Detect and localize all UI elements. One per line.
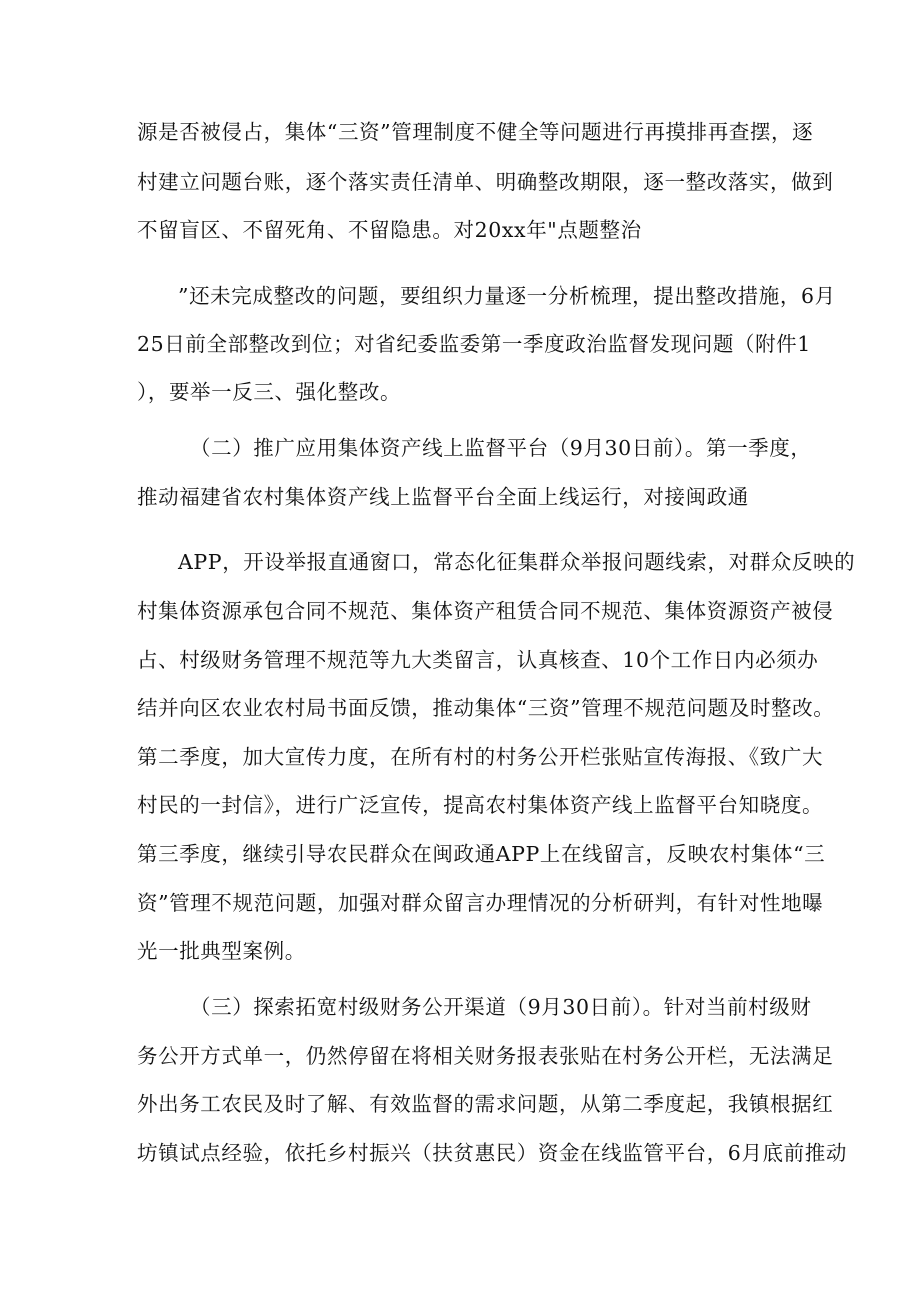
text-line-16: 资”管理不规范问题，加强对群众留言办理情况的分析研判，有针对性地曝	[137, 891, 824, 915]
text-line-5: 25日前全部整改到位；对省纪委监委第一季度政治监督发现问题（附件1	[137, 332, 811, 356]
text-line-15: 第三季度，继续引导农民群众在闽政通APP上在线留言，反映农村集体“三	[137, 842, 826, 866]
text-line-9: APP，开设举报直通窗口，常态化征集群众举报问题线索，对群众反映的	[178, 550, 856, 574]
text-line-7: （二）推广应用集体资产线上监督平台（9月30日前）。第一季度，	[190, 436, 812, 460]
text-line-1: 源是否被侵占，集体“三资”管理制度不健全等问题进行再摸排再查摆，逐	[137, 120, 814, 144]
text-line-8: 推动福建省农村集体资产线上监督平台全面上线运行，对接闽政通	[137, 485, 749, 509]
text-line-14: 村民的一封信》，进行广泛宣传，提高农村集体资产线上监督平台知晓度。	[137, 793, 824, 817]
text-line-19: 务公开方式单一，仍然停留在将相关财务报表张贴在村务公开栏，无法满足	[137, 1044, 834, 1068]
text-line-2: 村建立问题台账，逐个落实责任清单、明确整改期限，逐一整改落实，做到	[137, 170, 834, 194]
text-line-20: 外出务工农民及时了解、有效监督的需求问题，从第二季度起，我镇根据红	[137, 1092, 834, 1116]
text-line-12: 结并向区农业农村局书面反馈，推动集体“三资”管理不规范问题及时整改。	[137, 696, 835, 720]
text-line-3: 不留盲区、不留死角、不留隐患。对20xx年"点题整治	[137, 218, 642, 242]
text-line-6: ），要举一反三、强化整改。	[137, 380, 402, 404]
text-line-18: （三）探索拓宽村级财务公开渠道（9月30日前）。针对当前村级财	[190, 995, 812, 1019]
text-line-10: 村集体资源承包合同不规范、集体资产租赁合同不规范、集体资源资产被侵	[137, 599, 834, 623]
text-line-21: 坊镇试点经验，依托乡村振兴（扶贫惠民）资金在线监管平台，6月底前推动	[137, 1141, 847, 1165]
text-line-11: 占、村级财务管理不规范等九大类留言，认真核查、10个工作日内必须办	[137, 648, 819, 672]
text-line-13: 第二季度，加大宣传力度，在所有村的村务公开栏张贴宣传海报、《致广大	[137, 745, 824, 769]
text-line-4: ”还未完成整改的问题，要组织力量逐一分析梳理，提出整改措施，6月	[178, 284, 836, 308]
text-line-17: 光一批典型案例。	[137, 939, 306, 963]
